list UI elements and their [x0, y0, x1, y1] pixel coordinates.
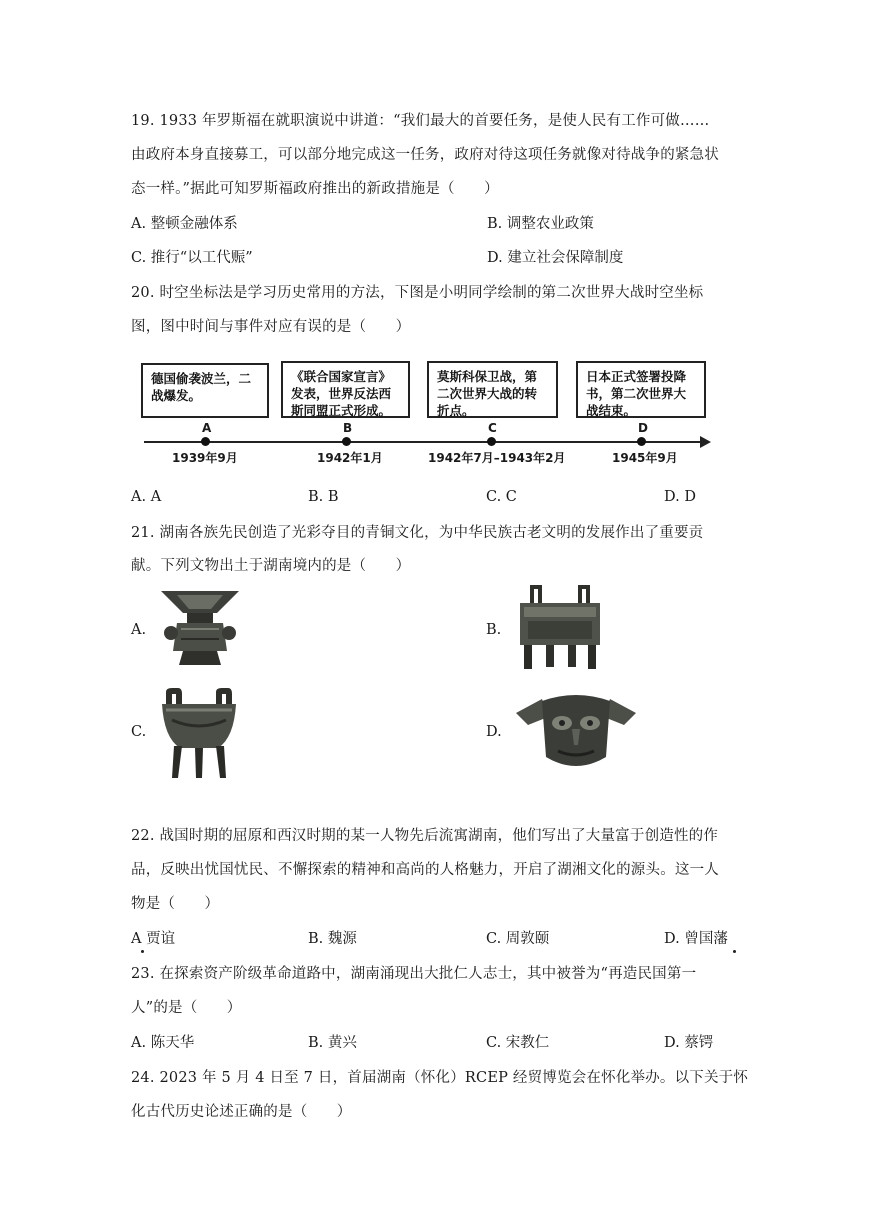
q23-option-c[interactable]: C. 宋教仁: [486, 1035, 550, 1051]
q22-text-line1: 22. 战国时期的屈原和西汉时期的某一人物先后流寓湖南，他们写出了大量富于创造性的作: [131, 828, 719, 844]
timeline-letter-b: B: [343, 421, 353, 435]
q20-option-d[interactable]: D. D: [664, 489, 696, 505]
timeline-letter-c: C: [488, 421, 497, 435]
q19-text-line2: 由政府本身直接募工，可以部分地完成这一任务，政府对待这项任务就像对待战争的紧急状: [131, 147, 719, 163]
q19-option-b[interactable]: B. 调整农业政策: [487, 216, 594, 232]
q20-option-c[interactable]: C. C: [486, 489, 517, 505]
timeline-date-c: 1942年7月–1943年2月: [428, 451, 566, 465]
q20-text-line2: 图，图中时间与事件对应有误的是（ ）: [131, 319, 411, 335]
q22-option-a-dot-mark: [141, 950, 144, 953]
timeline-event-a-box: 德国偷袭波兰，二战爆发。: [141, 363, 269, 418]
q23-option-d[interactable]: D. 蔡锷: [664, 1035, 714, 1051]
q23-option-a[interactable]: A. 陈天华: [131, 1035, 195, 1051]
q22-option-c[interactable]: C. 周敦颐: [486, 931, 550, 947]
bronze-zun-vessel-image: [155, 583, 245, 669]
q24-text-line1: 24. 2023 年 5 月 4 日至 7 日，首届湖南（怀化）RCEP 经贸博览会在怀化举办。以下关于怀: [131, 1070, 749, 1086]
q22-option-b[interactable]: B. 魏源: [308, 931, 357, 947]
q21-text-line2: 献。下列文物出土于湖南境内的是（ ）: [131, 558, 411, 574]
q23-option-b[interactable]: B. 黄兴: [308, 1035, 357, 1051]
q21-text-line1: 21. 湖南各族先民创造了光彩夺目的青铜文化，为中华民族古老文明的发展作出了重要贡: [131, 525, 704, 541]
timeline-arrow-icon: [700, 436, 711, 448]
timeline-dot-d: [637, 437, 646, 446]
q23-text-line2: 人”的是（ ）: [131, 1000, 242, 1016]
q19-option-a[interactable]: A. 整顿金融体系: [131, 216, 238, 232]
bronze-fangding-vessel-image: [512, 583, 608, 671]
q19-text-line1: 19. 1933 年罗斯福在就职演说中讲道：“我们最大的首要任务，是使人民有工作可做……: [131, 113, 710, 129]
timeline-date-d: 1945年9月: [612, 451, 678, 465]
q22-option-d-dot-mark: [733, 950, 736, 953]
bronze-mask-artifact-image: [514, 691, 638, 773]
timeline-dot-b: [342, 437, 351, 446]
timeline-dot-a: [201, 437, 210, 446]
timeline-date-a: 1939年9月: [172, 451, 238, 465]
q22-option-d[interactable]: D. 曾国藩: [664, 931, 728, 947]
q21-option-b[interactable]: B.: [486, 622, 502, 638]
timeline-date-b: 1942年1月: [317, 451, 383, 465]
q21-option-d[interactable]: D.: [486, 724, 502, 740]
q19-option-d[interactable]: D. 建立社会保障制度: [487, 250, 624, 266]
q19-option-c[interactable]: C. 推行“以工代赈”: [131, 250, 253, 266]
q19-text-line3: 态一样。”据此可知罗斯福政府推出的新政措施是（ ）: [131, 181, 499, 197]
timeline-dot-c: [487, 437, 496, 446]
timeline-letter-a: A: [202, 421, 212, 435]
q21-option-c[interactable]: C.: [131, 724, 147, 740]
q22-text-line2: 品，反映出忧国忧民、不懈探索的精神和高尚的人格魅力，开启了湖湘文化的源头。这一人: [131, 862, 719, 878]
timeline-axis: [144, 441, 704, 443]
timeline-event-d-box: 日本正式签署投降书，第二次世界大战结束。: [576, 361, 706, 418]
q23-text-line1: 23. 在探索资产阶级革命道路中，湖南涌现出大批仁人志士，其中被誉为“再造民国第一: [131, 966, 697, 982]
q20-text-line1: 20. 时空坐标法是学习历史常用的方法，下图是小明同学绘制的第二次世界大战时空坐标: [131, 285, 704, 301]
q22-option-a[interactable]: A 贾谊: [131, 931, 176, 947]
q24-text-line2: 化古代历史论述正确的是（ ）: [131, 1104, 352, 1120]
q20-option-b[interactable]: B. B: [308, 489, 339, 505]
q22-text-line3: 物是（ ）: [131, 896, 220, 912]
timeline-event-c-box: 莫斯科保卫战，第二次世界大战的转折点。: [427, 361, 558, 418]
timeline-event-b-box: 《联合国家宣言》发表，世界反法西斯同盟正式形成。: [281, 361, 410, 418]
bronze-ding-vessel-image: [158, 688, 240, 780]
timeline-letter-d: D: [638, 421, 648, 435]
q21-option-a[interactable]: A.: [131, 622, 147, 638]
q20-option-a[interactable]: A. A: [131, 489, 162, 505]
